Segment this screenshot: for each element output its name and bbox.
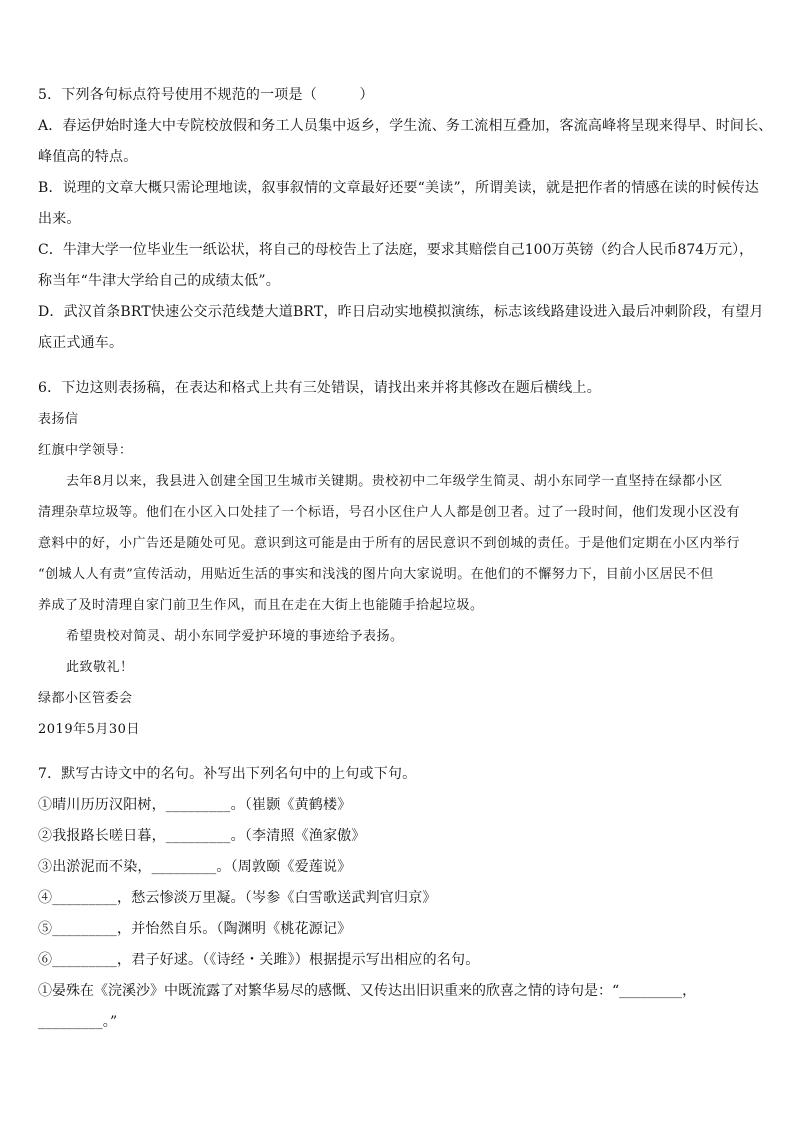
option-b-line-1: B．说理的文章大概只需论理地读，叙事叙情的文章最好还要“美读”，所谓美读，就是把作者的情感在读的时候传达 bbox=[38, 180, 759, 196]
question-7-stem: 7．默写古诗文中的名句。补写出下列名句中的上句或下句。 bbox=[38, 766, 417, 782]
poem-item-2: ②我报路长嗟日暮，_________。（李清照《渔家傲》 bbox=[38, 828, 366, 844]
letter-signature: 绿都小区管委会 bbox=[38, 691, 133, 706]
letter-body-line-3: 意料中的好，小广告还是随处可见。意识到这可能是由于所有的居民意识不到创城的责任。于是他们定期在小区内举行 bbox=[38, 536, 741, 551]
spacer bbox=[38, 359, 758, 373]
letter-body-line-5: 养成了及时清理自家门前卫生作风，而且在走在大街上也能随手拾起垃圾。 bbox=[38, 598, 484, 613]
spacer bbox=[38, 745, 758, 759]
letter-date: 2019年5月30日 bbox=[38, 722, 140, 737]
document-page bbox=[38, 80, 773, 1038]
letter-body-line-1: 去年8月以来，我县进入创建全国卫生城市关键期。贵校初中二年级学生简灵、胡小东同学一直坚持在绿都小区 bbox=[66, 474, 723, 489]
letter-salutation: 红旗中学领导： bbox=[38, 443, 133, 458]
letter-body-line-4: “创城人人有责”宣传活动，用贴近生活的事实和浅浅的图片向大家说明。在他们的不懈努力下，目前小区居民不但 bbox=[38, 567, 714, 582]
poem-item-6: ⑥_________，君子好逑。（《诗经・关雎》）根据提示写出相应的名句。 bbox=[38, 952, 480, 968]
poem-item-3: ③出淤泥而不染，_________。（周敦颐《爱莲说》 bbox=[38, 859, 352, 875]
option-d-line-1: D．武汉首条BRT快速公交示范线楚大道BRT，昨日启动实地模拟演练，标志该线路建设进入最后冲刺阶段，有望月 bbox=[38, 304, 764, 320]
letter-body-line-2: 清理杂草垃圾等。他们在小区入口处挂了一个标语，号召小区住户人人都是创卫者。过了一段时间，他们发现小区没有 bbox=[38, 505, 741, 520]
poem-item-7-line-2: _________。” bbox=[38, 1014, 118, 1030]
question-6-stem: 6．下边这则表扬稿，在表达和格式上共有三处错误，请找出来并将其修改在题后横线上。 bbox=[38, 380, 601, 396]
letter-title: 表扬信 bbox=[38, 412, 79, 427]
poem-item-7-line-1: ①晏殊在《浣溪沙》中既流露了对繁华易尽的感慨、又传达出旧识重来的欣喜之情的诗句是：“_________， bbox=[38, 983, 697, 999]
option-d-line-2: 底正式通车。 bbox=[38, 335, 124, 351]
poem-item-1: ①晴川历历汉阳树，_________。（崔颢《黄鹤楼》 bbox=[38, 797, 352, 813]
option-a-line-2: 峰值高的特点。 bbox=[38, 149, 138, 165]
option-a-line-1: A．春运伊始时逢大中专院校放假和务工人员集中返乡，学生流、务工流相互叠加，客流高峰将呈现来得早、时间长、 bbox=[38, 118, 773, 134]
option-c-line-2: 称当年“牛津大学给自己的成绩太低”。 bbox=[38, 273, 280, 289]
option-c-line-1: C．牛津大学一位毕业生一纸讼状，将自己的母校告上了法庭，要求其赔偿自己100万英镑（约合人民币874万元）， bbox=[38, 242, 754, 258]
question-5-stem: 5．下列各句标点符号使用不规范的一项是（ ） bbox=[38, 87, 374, 103]
poem-item-5: ⑤_________，并怡然自乐。（陶渊明《桃花源记》 bbox=[38, 921, 352, 937]
option-b-line-2: 出来。 bbox=[38, 211, 81, 227]
letter-closing: 此致敬礼！ bbox=[66, 660, 134, 675]
letter-body-paragraph-2: 希望贵校对简灵、胡小东同学爱护环境的事迹给予表扬。 bbox=[66, 629, 404, 644]
poem-item-4: ④_________，愁云惨淡万里凝。（岑参《白雪歌送武判官归京》 bbox=[38, 890, 437, 906]
